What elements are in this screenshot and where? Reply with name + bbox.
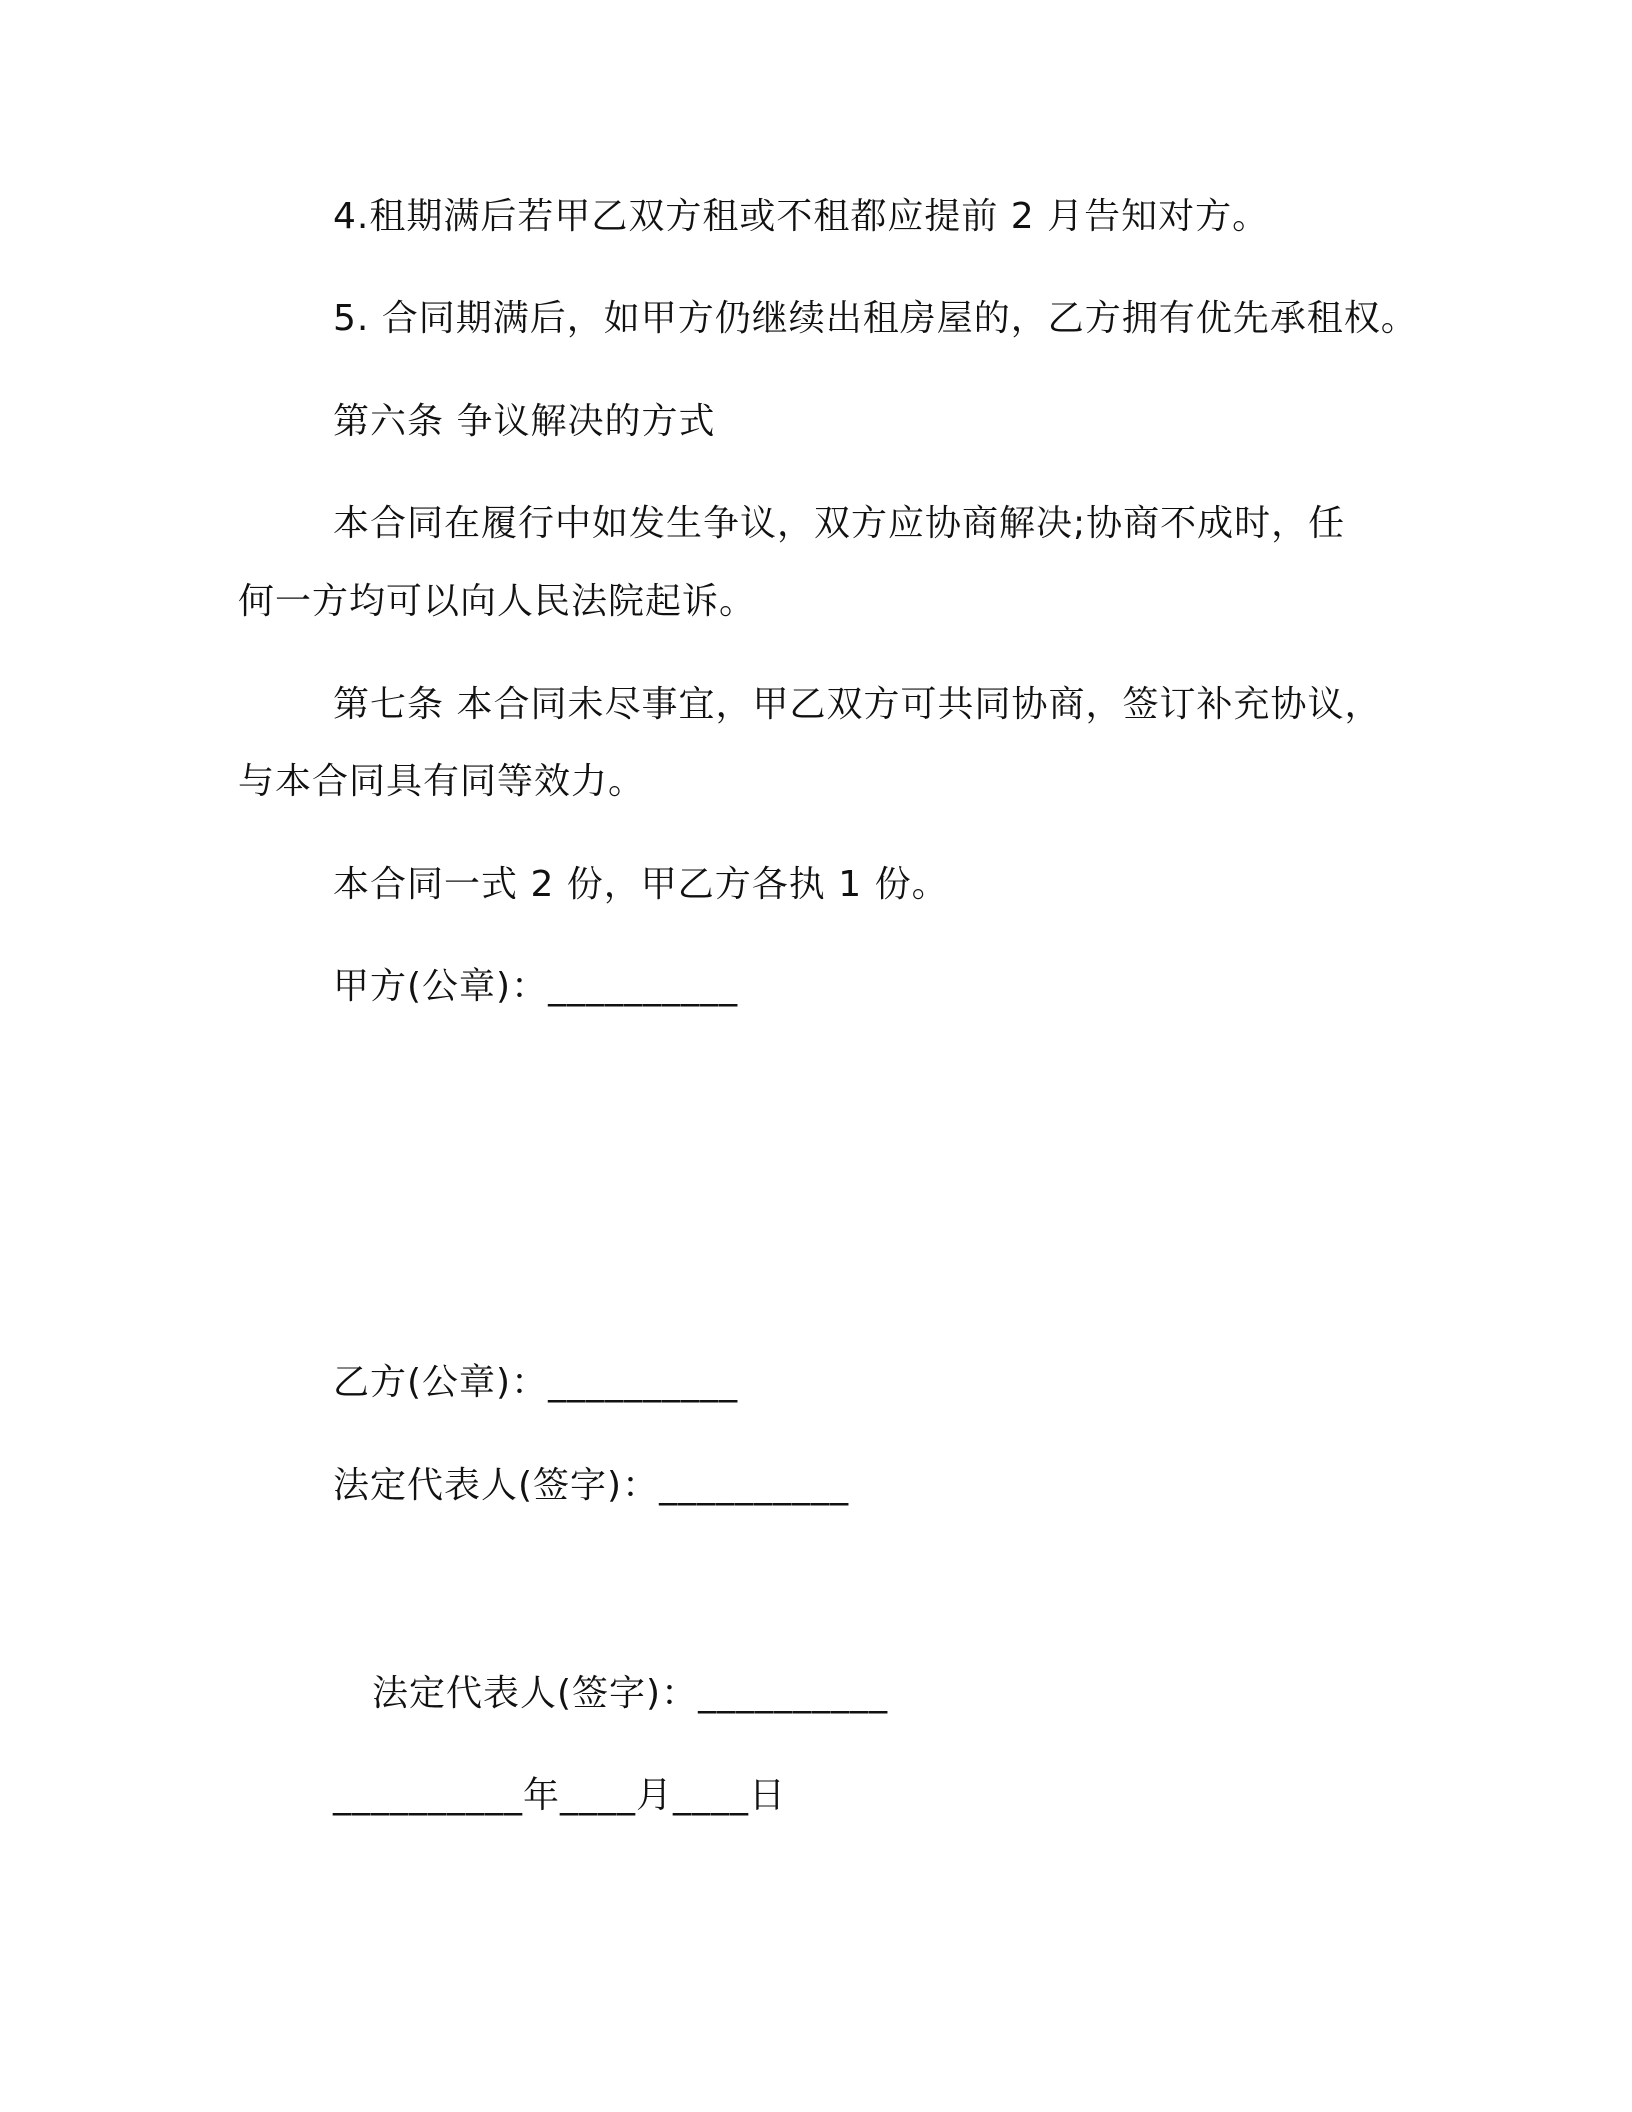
clause-item-5: 5. 合同期满后，如甲方仍继续出租房屋的，乙方拥有优先承租权。 (333, 298, 1418, 339)
party-a-seal-line: 甲方(公章)：__________ (333, 966, 739, 1007)
article-6-heading: 第六条 争议解决的方式 (333, 401, 716, 442)
article-7-line-2: 与本合同具有同等效力。 (238, 761, 646, 802)
date-line: __________年____月____日 (333, 1775, 786, 1816)
legal-rep-signature-line-1: 法定代表人(签字)：__________ (333, 1465, 850, 1506)
legal-rep-signature-line-2: 法定代表人(签字)：__________ (372, 1673, 889, 1714)
article-6-body-line-1: 本合同在履行中如发生争议，双方应协商解决;协商不成时，任 (333, 503, 1346, 544)
party-b-seal-line: 乙方(公章)：__________ (333, 1362, 739, 1403)
article-7-line-1: 第七条 本合同未尽事宜，甲乙双方可共同协商，签订补充协议， (333, 684, 1382, 725)
copies-statement: 本合同一式 2 份，甲乙方各执 1 份。 (333, 864, 949, 905)
clause-item-4: 4.租期满后若甲乙双方租或不租都应提前 2 月告知对方。 (333, 196, 1270, 237)
article-6-body-line-2: 何一方均可以向人民法院起诉。 (238, 581, 757, 622)
